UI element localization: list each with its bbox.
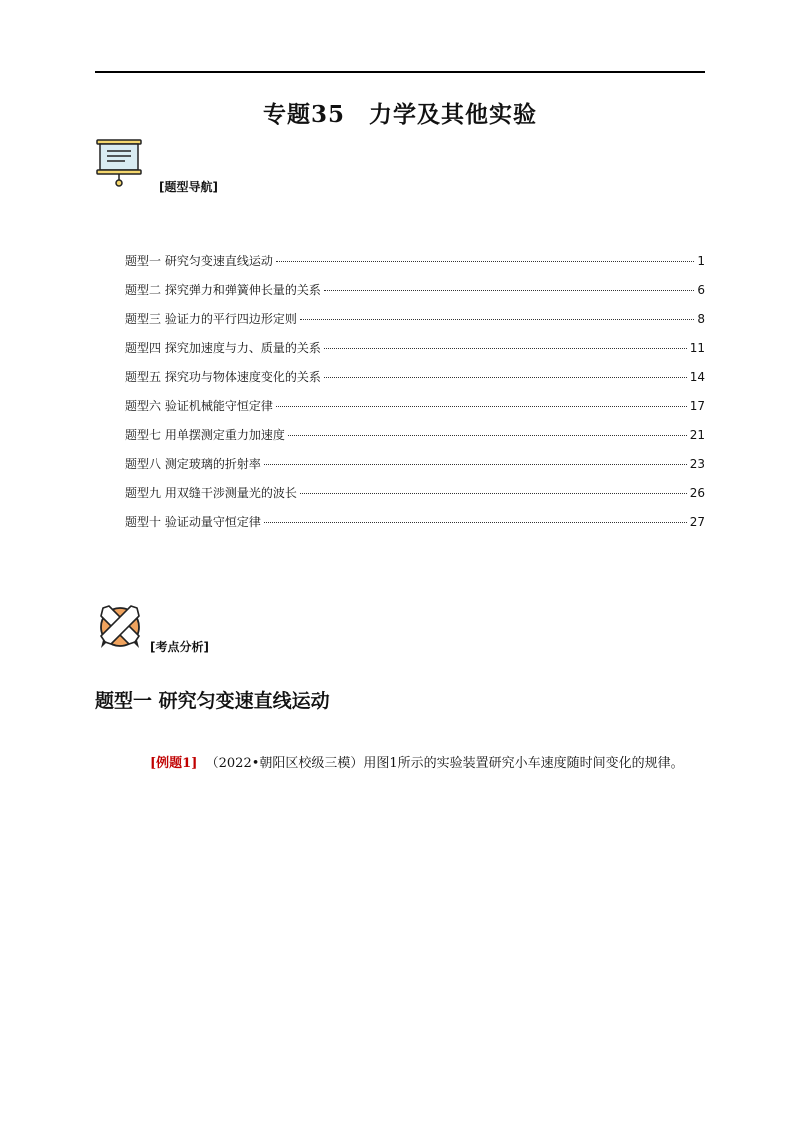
toc-leader (324, 290, 695, 291)
page-title: 专题35 力学及其他实验 (262, 101, 537, 128)
toc-leader (288, 435, 687, 436)
crossed-pencils-icon (97, 604, 143, 650)
presentation-board-icon (95, 138, 143, 188)
toc-leader (264, 522, 687, 523)
toc-label: 题型四 探究加速度与力、质量的关系 (125, 341, 321, 355)
toc-leader (300, 493, 687, 494)
toc-label: 题型六 验证机械能守恒定律 (125, 399, 273, 413)
toc-row[interactable] (125, 397, 705, 426)
toc-row[interactable] (125, 310, 705, 339)
toc-page: 14 (689, 370, 705, 384)
table-of-contents (125, 252, 705, 542)
toc-leader (264, 464, 687, 465)
toc-label: 题型三 验证力的平行四边形定则 (125, 312, 297, 326)
toc-row[interactable] (125, 368, 705, 397)
toc-page: 6 (697, 283, 705, 297)
toc-page: 21 (689, 428, 705, 442)
toc-page: 11 (689, 341, 705, 355)
toc-label: 题型八 测定玻璃的折射率 (125, 457, 261, 471)
example-paragraph (117, 747, 707, 781)
toc-label: 题型十 验证动量守恒定律 (125, 515, 261, 529)
toc-row[interactable] (125, 484, 705, 513)
toc-label: 题型七 用单摆测定重力加速度 (125, 428, 285, 442)
toc-page: 27 (689, 515, 705, 529)
toc-leader (300, 319, 695, 320)
toc-label: 题型九 用双缝干涉测量光的波长 (125, 486, 297, 500)
toc-row[interactable] (125, 281, 705, 310)
toc-label: 题型一 研究匀变速直线运动 (125, 254, 273, 268)
analysis-label: [考点分析] (150, 640, 209, 654)
toc-leader (276, 406, 687, 407)
toc-page: 26 (689, 486, 705, 500)
example-tag: [例题1] (150, 756, 198, 771)
toc-row[interactable] (125, 513, 705, 542)
toc-label: 题型五 探究功与物体速度变化的关系 (125, 370, 321, 384)
toc-page: 17 (689, 399, 705, 413)
toc-row[interactable] (125, 426, 705, 455)
toc-leader (324, 348, 687, 349)
toc-leader (324, 377, 687, 378)
section-heading: 题型一 研究匀变速直线运动 (95, 690, 330, 712)
toc-row[interactable] (125, 455, 705, 484)
toc-row[interactable] (125, 252, 705, 281)
example-text: （2022•朝阳区校级三模）用图1所示的实验装置研究小车速度随时间变化的规律。 (205, 756, 684, 771)
toc-label: 题型二 探究弹力和弹簧伸长量的关系 (125, 283, 321, 297)
toc-page: 8 (697, 312, 705, 326)
navigation-label: [题型导航] (159, 180, 218, 194)
toc-leader (276, 261, 695, 262)
toc-row[interactable] (125, 339, 705, 368)
toc-page: 1 (697, 254, 705, 268)
top-rule (95, 71, 705, 73)
toc-page: 23 (689, 457, 705, 471)
